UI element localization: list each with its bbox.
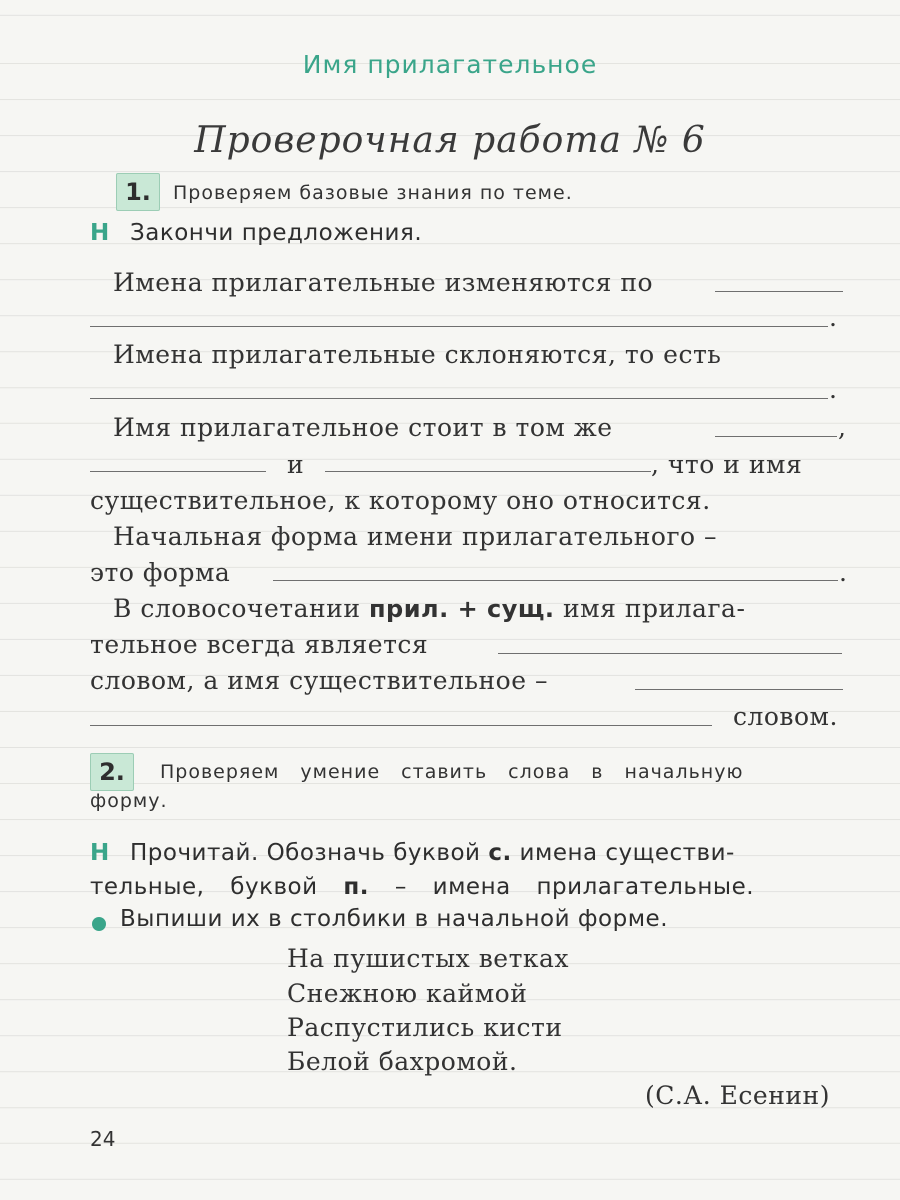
answer-line[interactable] — [90, 471, 266, 472]
answer-line[interactable] — [325, 471, 651, 472]
period: . — [839, 558, 847, 587]
task-1-title: Проверяем базовые знания по теме. — [173, 182, 573, 204]
sentence-3b: и — [287, 450, 305, 479]
task-1-instruction: Закончи предложения. — [130, 220, 423, 246]
answer-line[interactable] — [715, 436, 837, 437]
sentence-5a-text: В словосочетании — [113, 594, 361, 623]
period: . — [829, 375, 837, 404]
level-marker: Н — [90, 840, 110, 866]
poem-line-1: На пушистых ветках — [287, 944, 570, 973]
sentence-5e: словом. — [733, 702, 838, 731]
task-1-badge: 1. — [116, 173, 160, 211]
instr-2c: – имена прилагательные. — [394, 874, 755, 900]
sentence-5b-text: имя прилага- — [563, 594, 746, 623]
sentence-3d: существительное, к которому оно относится. — [90, 486, 711, 515]
answer-line[interactable] — [498, 653, 842, 654]
answer-line[interactable] — [90, 326, 828, 327]
task-2-title-line-2: форму. — [90, 790, 168, 812]
word-combination: прил. + сущ. — [368, 595, 555, 623]
poem-line-2: Снежною каймой — [287, 979, 528, 1008]
task-2-instruction-1 — [130, 840, 735, 866]
level-marker: Н — [90, 220, 110, 246]
task-2-title-line-1: Проверяем умение ставить слова в начальную — [160, 761, 744, 783]
sentence-5a — [113, 594, 745, 623]
sentence-4b: это форма — [90, 558, 231, 587]
section-header: Имя прилагательное — [302, 50, 598, 79]
answer-line[interactable] — [90, 725, 712, 726]
sentence-5d: словом, а имя существительное – — [90, 666, 548, 695]
comma: , — [838, 413, 846, 442]
sentence-1: Имена прилагательные изменяются по — [113, 268, 654, 297]
sentence-4a: Начальная форма имени прилагательного – — [113, 522, 718, 551]
page-title: Проверочная работа № 6 — [194, 120, 706, 161]
page-number: 24 — [90, 1127, 116, 1151]
task-2-badge: 2. — [90, 753, 134, 791]
answer-line[interactable] — [715, 291, 843, 292]
bullet-icon — [92, 917, 106, 931]
letter-s: с. — [488, 840, 512, 866]
poem-author: (С.А. Есенин) — [645, 1081, 830, 1110]
task-2-instruction-2 — [90, 874, 754, 900]
sentence-3c: , что и имя — [651, 450, 803, 479]
instr-1c: имена существи- — [519, 840, 735, 866]
sentence-3a: Имя прилагательное стоит в том же — [113, 413, 613, 442]
instr-1a: Прочитай. Обозначь буквой — [130, 840, 481, 866]
poem-line-4: Белой бахромой. — [287, 1047, 518, 1076]
letter-p: п. — [343, 874, 369, 900]
poem-line-3: Распустились кисти — [287, 1013, 563, 1042]
instr-2a: тельные, буквой — [90, 874, 318, 900]
answer-line[interactable] — [90, 398, 828, 399]
answer-line[interactable] — [635, 689, 843, 690]
task-2-instruction-3: Выпиши их в столбики в начальной форме. — [120, 906, 669, 932]
sentence-5c: тельное всегда является — [90, 630, 429, 659]
period: . — [829, 303, 837, 332]
answer-line[interactable] — [273, 580, 838, 581]
sentence-2: Имена прилагательные склоняются, то есть — [113, 340, 722, 369]
